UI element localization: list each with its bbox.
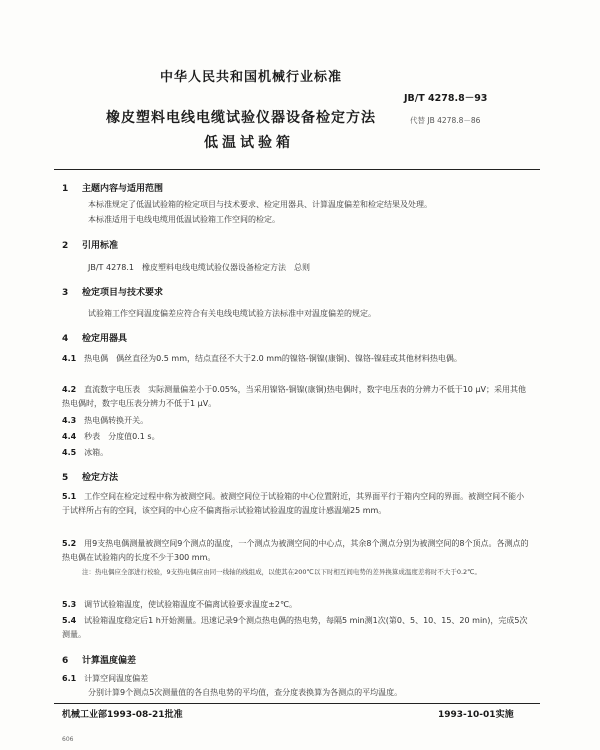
clause-number: 4.2 xyxy=(62,385,77,394)
clause-4-3 xyxy=(62,414,532,428)
clause-number: 5.2 xyxy=(62,539,77,548)
clause-6-1 xyxy=(62,672,532,686)
clause-4-2 xyxy=(62,383,532,411)
replaces-standard: 代替 JB 4278.8－86 xyxy=(410,116,481,125)
effective-date: 1993-10-01实施 xyxy=(438,710,514,720)
section-6-heading xyxy=(62,653,136,666)
clause-5-3 xyxy=(62,598,532,612)
section-6-paragraph: 分别计算9个测点5次测量值的各自热电势的平均值，查分度表换算为各测点的平均温度。 xyxy=(88,688,403,697)
section-2-heading xyxy=(62,238,118,251)
approval-date: 机械工业部1993-08-21批准 xyxy=(62,710,183,720)
clause-4-1 xyxy=(62,352,532,366)
clause-text: 热电偶 偶丝直径为0.5 mm，结点直径不大于2.0 mm的镍铬-铜镍(康铜)、镍铬-镍硅或其他材料热电偶。 xyxy=(84,354,462,363)
section-1-paragraph-1: 本标准规定了低温试验箱的检定项目与技术要求、检定用器具、计算温度偏差和检定结果及处理。 xyxy=(88,200,432,209)
section-number: 4 xyxy=(62,334,69,344)
industry-standard-heading: 中华人民共和国机械行业标准 xyxy=(160,70,343,85)
clause-text: 试验箱温度稳定后1 h开始测量。迅速记录9个测点热电偶的热电势，每隔5 min测1次(第0、5、10、15、20 min)，完成5次测量。 xyxy=(62,616,528,639)
clause-4-4 xyxy=(62,430,532,444)
section-title: 引用标准 xyxy=(82,241,119,251)
section-number: 3 xyxy=(62,288,69,298)
clause-number: 5.1 xyxy=(62,492,77,501)
header-divider xyxy=(54,169,540,170)
clause-text: 用9支热电偶测量被测空间9个测点的温度，一个测点为被测空间的中心点，其余8个测点分别为被测空间的8个顶点。各测点的热电偶在试验箱内的长度不少于300 mm。 xyxy=(62,539,529,562)
section-3-heading xyxy=(62,285,163,298)
clause-number: 6.1 xyxy=(62,674,77,683)
section-number: 1 xyxy=(62,184,69,194)
clause-number: 4.4 xyxy=(62,432,77,441)
section-number: 6 xyxy=(62,656,69,666)
footer-divider xyxy=(54,703,540,704)
document-subtitle: 低温试验箱 xyxy=(204,135,294,151)
clause-number: 5.3 xyxy=(62,600,77,609)
document-title: 橡皮塑料电线电缆试验仪器设备检定方法 xyxy=(106,110,376,126)
clause-5-1 xyxy=(62,490,532,518)
section-1-paragraph-2: 本标准适用于电线电缆用低温试验箱工作空间的检定。 xyxy=(88,215,280,224)
standard-code: JB/T 4278.8－93 xyxy=(404,93,488,104)
section-title: 主题内容与适用范围 xyxy=(82,184,164,194)
reference-standard: JB/T 4278.1 橡皮塑料电线电缆试验仪器设备检定方法 总则 xyxy=(88,263,310,272)
clause-number: 4.5 xyxy=(62,448,77,457)
clause-5-2 xyxy=(62,537,532,565)
clause-number: 4.1 xyxy=(62,354,77,363)
clause-5-4 xyxy=(62,614,532,642)
section-1-heading xyxy=(62,181,163,194)
clause-text: 热电偶转换开关。 xyxy=(84,416,149,425)
section-title: 计算温度偏差 xyxy=(82,656,137,666)
clause-text: 工作空间在检定过程中称为被测空间。被测空间位于试验箱的中心位置附近，其界面平行于箱内空间的界面。被测空间不能小于试样所占有的空间，该空间的中心应不偏离指示试验箱试验温度的温度计感温端25 mm。 xyxy=(62,492,525,515)
section-4-heading xyxy=(62,331,127,344)
section-title: 检定方法 xyxy=(82,473,119,483)
clause-text: 计算空间温度偏差 xyxy=(84,674,149,683)
clause-text: 冰箱。 xyxy=(84,448,109,457)
section-number: 2 xyxy=(62,241,69,251)
page-number: 606 xyxy=(62,736,74,743)
clause-5-2-note: 注：热电偶应全部进行校验，9支热电偶应由同一线轴的线组成，以使其在200℃以下时相互间电势的差异换算成温度差将时不大于0.2℃。 xyxy=(82,568,481,576)
section-title: 检定项目与技术要求 xyxy=(82,288,164,298)
clause-text: 秒表 分度值0.1 s。 xyxy=(84,432,160,441)
section-title: 检定用器具 xyxy=(82,334,128,344)
clause-number: 4.3 xyxy=(62,416,77,425)
clause-4-5 xyxy=(62,446,532,460)
section-5-heading xyxy=(62,470,118,483)
section-number: 5 xyxy=(62,473,69,483)
clause-text: 直流数字电压表 实际测量偏差小于0.05%，当采用镍铬-铜镍(康铜)热电偶时，数字电压表的分辨力不低于10 μV；采用其他热电偶时，数字电压表分辨力不低于1 μV。 xyxy=(62,385,526,408)
clause-number: 5.4 xyxy=(62,616,77,625)
clause-text: 调节试验箱温度，使试验箱温度不偏离试验要求温度±2℃。 xyxy=(84,600,297,609)
section-3-paragraph: 试验箱工作空间温度偏差应符合有关电线电缆试验方法标准中对温度偏差的规定。 xyxy=(88,309,376,318)
